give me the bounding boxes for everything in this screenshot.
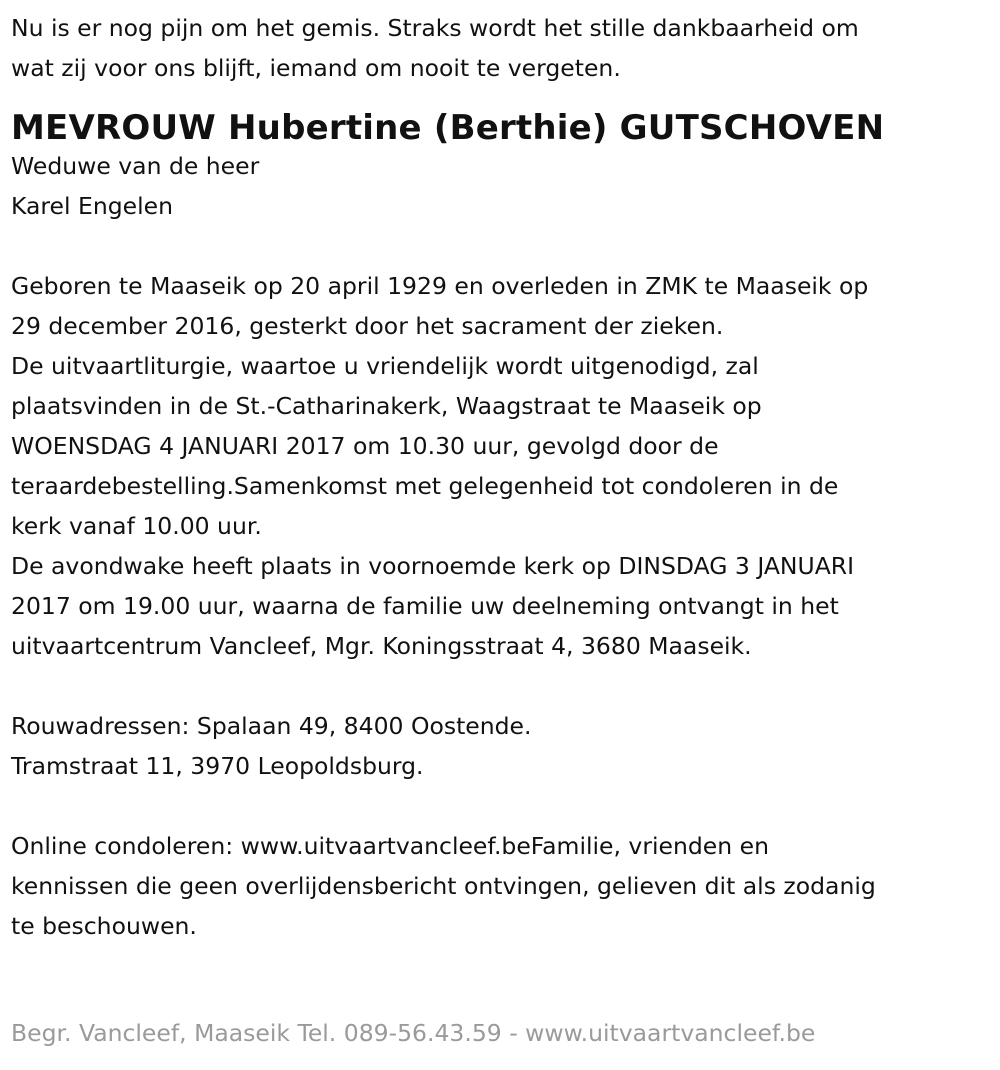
body-line: De uitvaartliturgie, waartoe u vriendelijk wordt uitgenodigd, zal bbox=[11, 352, 759, 380]
spacer bbox=[11, 226, 990, 266]
intro-line: Nu is er nog pijn om het gemis. Straks wordt het stille dankbaarheid om bbox=[11, 14, 859, 42]
address-line: Tramstraat 11, 3970 Leopoldsburg. bbox=[11, 752, 424, 780]
body-line: 2017 om 19.00 uur, waarna de familie uw deelneming ontvangt in het bbox=[11, 592, 839, 620]
body-line: De avondwake heeft plaats in voornoemde kerk op DINSDAG 3 JANUARI bbox=[11, 552, 855, 580]
intro-line: wat zij voor ons blijft, iemand om nooit te vergeten. bbox=[11, 54, 621, 82]
spacer bbox=[11, 666, 990, 706]
address-line: Rouwadressen: Spalaan 49, 8400 Oostende. bbox=[11, 712, 532, 740]
addresses-text bbox=[11, 706, 990, 786]
body-line: plaatsvinden in de St.-Catharinakerk, Waagstraat te Maaseik op bbox=[11, 392, 762, 420]
body-line: WOENSDAG 4 JANUARI 2017 om 10.30 uur, gevolgd door de bbox=[11, 432, 719, 460]
body-text bbox=[11, 266, 990, 666]
spacer bbox=[11, 786, 990, 826]
deceased-name: MEVROUW Hubertine (Berthie) GUTSCHOVEN bbox=[11, 108, 885, 148]
body-line: 29 december 2016, gesterkt door het sacrament der zieken. bbox=[11, 312, 724, 340]
intro-text bbox=[11, 8, 990, 88]
body-line: Geboren te Maaseik op 20 april 1929 en overleden in ZMK te Maaseik op bbox=[11, 272, 869, 300]
online-line: te beschouwen. bbox=[11, 912, 197, 940]
relation-text bbox=[11, 146, 990, 226]
online-line: Online condoleren: www.uitvaartvancleef.beFamilie, vrienden en bbox=[11, 832, 769, 860]
relation-line: Weduwe van de heer bbox=[11, 152, 260, 180]
body-line: teraardebestelling.Samenkomst met gelegenheid tot condoleren in de bbox=[11, 472, 839, 500]
online-condolence-text bbox=[11, 826, 990, 946]
funeral-home-footer: Begr. Vancleef, Maaseik Tel. 089-56.43.59 - www.uitvaartvancleef.be bbox=[11, 1019, 816, 1047]
body-line: kerk vanaf 10.00 uur. bbox=[11, 512, 262, 540]
relation-line: Karel Engelen bbox=[11, 192, 173, 220]
body-line: uitvaartcentrum Vancleef, Mgr. Koningsstraat 4, 3680 Maaseik. bbox=[11, 632, 752, 660]
online-line: kennissen die geen overlijdensbericht ontvingen, gelieven dit als zodanig bbox=[11, 872, 876, 900]
